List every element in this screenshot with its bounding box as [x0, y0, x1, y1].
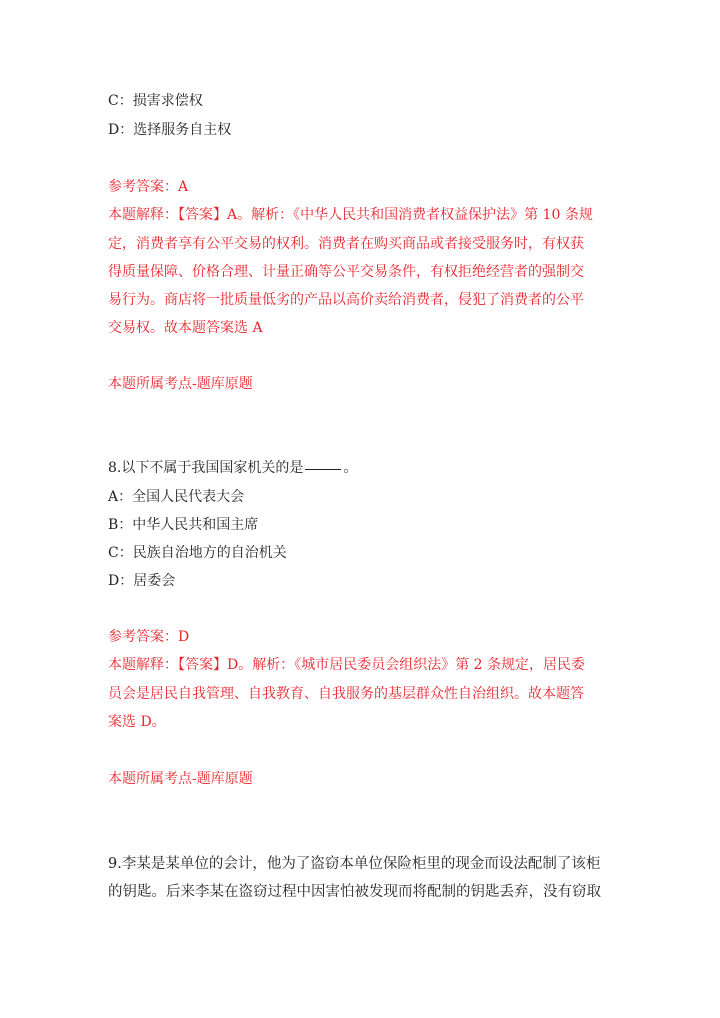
q7-explanation-line: 得质量保障、价格合理、计量正确等公平交易条件，有权拒绝经营者的强制交 — [108, 264, 584, 280]
q8-explanation-line: 本题解释：【答案】D。解析：《城市居民委员会组织法》第 2 条规定，居民委 — [108, 657, 586, 673]
q8-question-end: 。 — [343, 460, 358, 476]
q8-answer: 参考答案：D — [108, 629, 190, 645]
q8-explanation-line: 员会是居民自我管理、自我教育、自我服务的基层群众性自治组织。故本题答 — [108, 686, 584, 702]
q8-source: 本题所属考点-题库原题 — [108, 771, 253, 787]
q8-question-text: 8.以下不属于我国国家机关的是 — [108, 460, 304, 476]
q7-answer: 参考答案：A — [108, 179, 189, 195]
q7-source: 本题所属考点-题库原题 — [108, 376, 253, 392]
q8-answer-blank — [305, 469, 341, 470]
q7-explanation-line: 交易权。故本题答案选 A — [108, 320, 263, 336]
q9-question-line: 9.李某是某单位的会计，他为了盗窃本单位保险柜里的现金而设法配制了该柜 — [108, 856, 601, 872]
q8-question — [108, 458, 357, 478]
q7-option-d: D：选择服务自主权 — [108, 122, 232, 138]
q7-explanation-line: 定，消费者享有公平交易的权利。消费者在购买商品或者接受服务时，有权获 — [108, 236, 584, 252]
q8-option-b: B：中华人民共和国主席 — [108, 517, 259, 533]
q9-question-line: 的钥匙。后来李某在盗窃过程中因害怕被发现而将配制的钥匙丢弃，没有窃取 — [108, 884, 601, 900]
q7-explanation-line: 本题解释：【答案】A。解析：《中华人民共和国消费者权益保护法》第 10 条规 — [108, 207, 593, 223]
q8-option-a: A：全国人民代表大会 — [108, 489, 245, 505]
q8-explanation-line: 案选 D。 — [108, 714, 166, 730]
q7-explanation-line: 易行为。商店将一批质量低劣的产品以高价卖给消费者，侵犯了消费者的公平 — [108, 292, 584, 308]
q7-option-c: C：损害求偿权 — [108, 93, 203, 109]
q8-option-d: D：居委会 — [108, 573, 176, 589]
q8-option-c: C：民族自治地方的自治机关 — [108, 545, 287, 561]
